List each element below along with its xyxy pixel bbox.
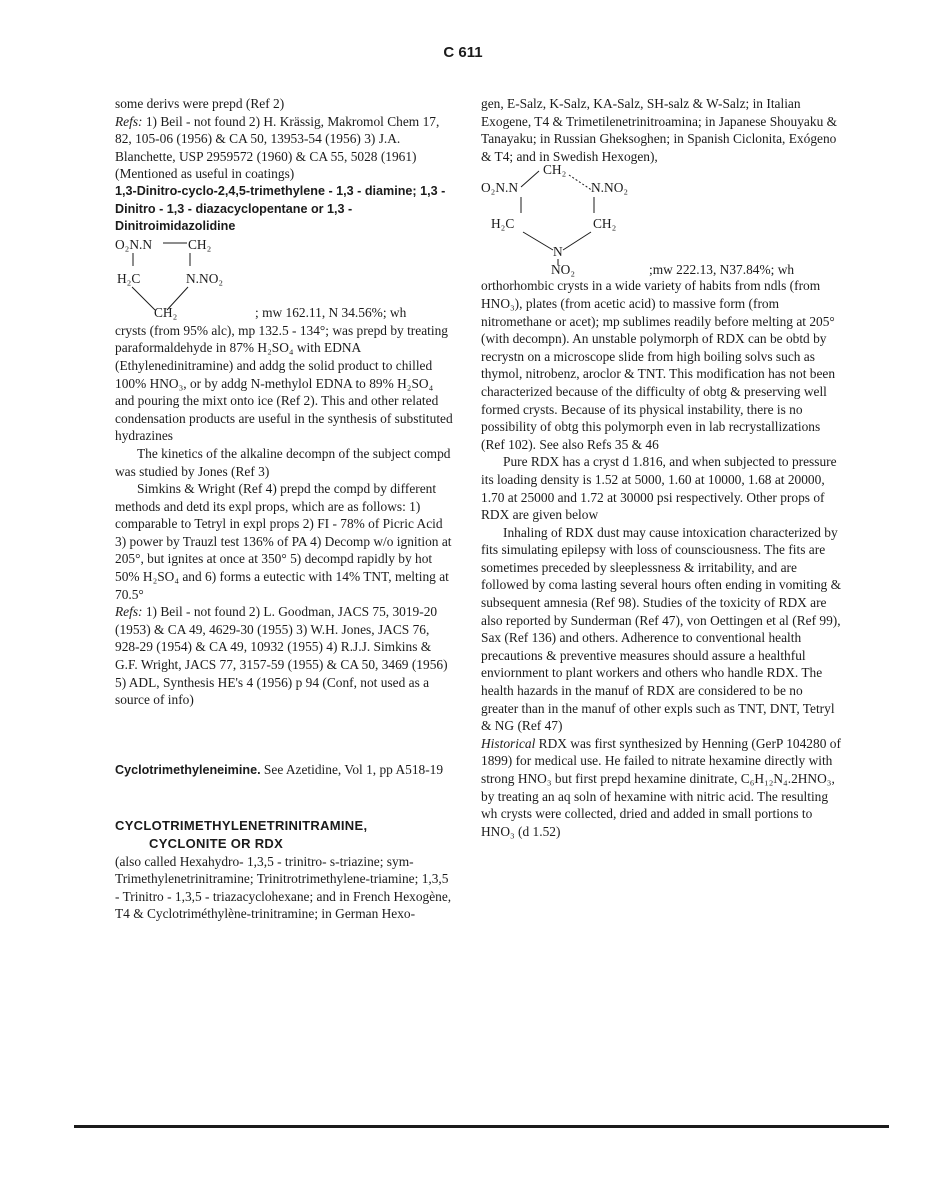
formula-label: N.NO₂ [186,270,224,286]
page-number-header: C 611 [443,44,483,61]
formula-label: H₂C [117,270,141,286]
left-column [115,95,455,923]
formula-label: N [553,244,563,260]
formula-properties: ; mw 162.11, N 34.56%; wh [255,304,407,320]
formula-label: H₂C [491,216,515,232]
formula-label: CH₂ [188,236,212,252]
bottom-rule [74,1125,889,1128]
dinitroimidazolidine-structure [115,236,455,322]
historical-label: Historical [481,735,536,751]
formula-label: O₂N.N [115,236,153,252]
compound-heading: 1,3-Dinitro-cyclo-2,4,5-trimethylene - 1,3 - diamine; 1,3 - Dinitro - 1,3 - diazacyclopentane or 1,3 - Dinitroimidazolidine [115,183,446,234]
entry-title: Cyclotrimethyleneimine. [115,762,261,777]
refs-text: 1) Beil - not found 2) L. Goodman, JACS 75, 3019-20 (1953) & CA 49, 4629-30 (1955) 3) W.H. Jones, JACS 76, 928-29 (1954) & CA 49, 10932 (1955) 4) R.J.J. Simkins & G.F. Wright, JACS 77, 3157-59 (1955) & CA 50, 3469 (1956) 5) ADL, Synthesis HE's 4 (1956) p 94 (Conf, not used as a source of info) [115,604,448,708]
paragraph: orthorhombic crysts in a wide variety of habits from ndls (from HNO₃), plates (from acetic acid) to massive form (from nitromethane or acet); mp sublimes readily before melting at 205° (with decompn). An unstable polymorph of RDX can be obtd by recrystn on a microscope slide from high boiling solvs such as thymol, nitrobenz, aroclor & TNT. This modification has not been characterized because of the difficulty of obtg & preserving well formed crysts. Because of its physical instability, there is no possibility of obtg this polymorph even in lab recrystallizations (Ref 102). See also Refs 35 & 46 [481,278,836,452]
rdx-structure [481,162,843,278]
references-paragraph [115,113,455,183]
paragraph: (also called Hexahydro- 1,3,5 - trinitro- s-triazine; sym-Trimethylenetrinitramine; Trinitrotrimethylene-triamine; 1,3,5 - Trinitro - 1,3,5 - triazacyclohexane; and in French Hexogène, T4 & Cyclotriméthylène-trinitramine; in German Hexo- [115,853,452,922]
formula-label: CH₂ [154,304,178,320]
right-column [481,95,843,840]
paragraph: crysts (from 95% alc), mp 132.5 - 134°; was prepd by treating paraformaldehyde in 87% H₂SO₄ with EDNA (Ethylenedinitramine) and addg the solid product to chilled 100% HNO₃, or by addg N-methylol EDNA to 89% H₂SO₄ and pouring the mixt onto ice (Ref 2). This and other related condensation products are useful in the synthesis of substituted hydrazines [115,322,453,444]
cross-reference-entry [115,761,455,780]
section-subheading: CYCLONITE OR RDX [149,836,284,851]
paragraph [481,735,843,841]
paragraph: some derivs were prepd (Ref 2) [115,96,285,111]
refs-text: 1) Beil - not found 2) H. Krässig, Makromol Chem 17, 82, 105-06 (1956) & CA 50, 13953-54 (1956) 3) J.A. Blanchette, USP 2959572 (1960) & CA 55, 5028 (1961) (Mentioned as useful in coatings) [115,113,440,182]
entry-text: See Azetidine, Vol 1, pp A518-19 [260,761,444,777]
paragraph: Simkins & Wright (Ref 4) prepd the compd by different methods and detd its expl props, which are as follows: 1) comparable to Tetryl in expl props 2) FI - 78% of Picric Acid 3) power by Trauzl test 136% of PA 4) Decomp w/o ignition at 205°, but ignites at once at 350° 5) decompd rapidly by hot 50% H₂SO₄ and 6) forms a eutectic with 14% TNT, melting at 70.5° [115,481,452,602]
refs-label: Refs: [115,113,143,129]
formula-properties: ;mw 222.13, N37.84%; wh [649,262,795,278]
section-heading: CYCLOTRIMETHYLENETRINITRAMINE, [115,818,368,834]
formula-label: NO₂ [551,262,576,278]
paragraph: Inhaling of RDX dust may cause intoxication characterized by fits simulating epilepsy with loss of counsciousness. The fits are sometimes preceded by sleeplessness & irritability, and are followed by coma lasting several hours often ending in vomiting & subsequent amnesia (Ref 98). Studies of the toxicity of RDX are also reported by Sunderman (Ref 47), von Oettingen et al (Ref 99), Sax (Ref 136) and others. Adherence to conventional health precautions & preventive measures should assure a healthful enviornment to plant workers and others who handle RDX. The health hazards in the manuf of RDX are considered to be no greater than in the manuf of other expls such as TNT, DNT, Tetryl & NG (Ref 47) [481,524,841,734]
paragraph: gen, E-Salz, K-Salz, KA-Salz, SH-salz & W-Salz; in Italian Exogene, T4 & Trimetilenetrinitroamina; in Japanese Shouyaku & Tanayaku; in Russian Gheksoghen; in Spanish Ciclonita, Exógeno & T4; and in Swedish Hexogen), [481,96,838,164]
formula-label: CH₂ [593,216,617,232]
historical-text: RDX was first synthesized by Henning (GerP 104280 of 1899) for medical use. He failed to nitrate hexamine directly with strong HNO₃ but first prepd hexamine dinitrate, C₆H₁₂N₄.2HNO₃, by treating an aq soln of hexamine with nitric acid. The resulting wh crysts were collected, dried and added in small portions to HNO₃ (d 1.52) [481,735,841,839]
references-paragraph [115,603,455,709]
paragraph: The kinetics of the alkaline decompn of the subject compd was studied by Jones (Ref 3) [115,445,451,479]
formula-label: N.NO₂ [591,180,629,196]
refs-label: Refs: [115,604,143,620]
paragraph: Pure RDX has a cryst d 1.816, and when subjected to pressure its loading density is 1.52 at 5000, 1.60 at 10000, 1.68 at 20000, 1.70 at 25000 and 1.72 at 30000 psi respectively. Other props of RDX are given below [481,454,837,523]
formula-label: CH₂ [543,162,567,178]
formula-label: O₂N.N [481,180,519,196]
